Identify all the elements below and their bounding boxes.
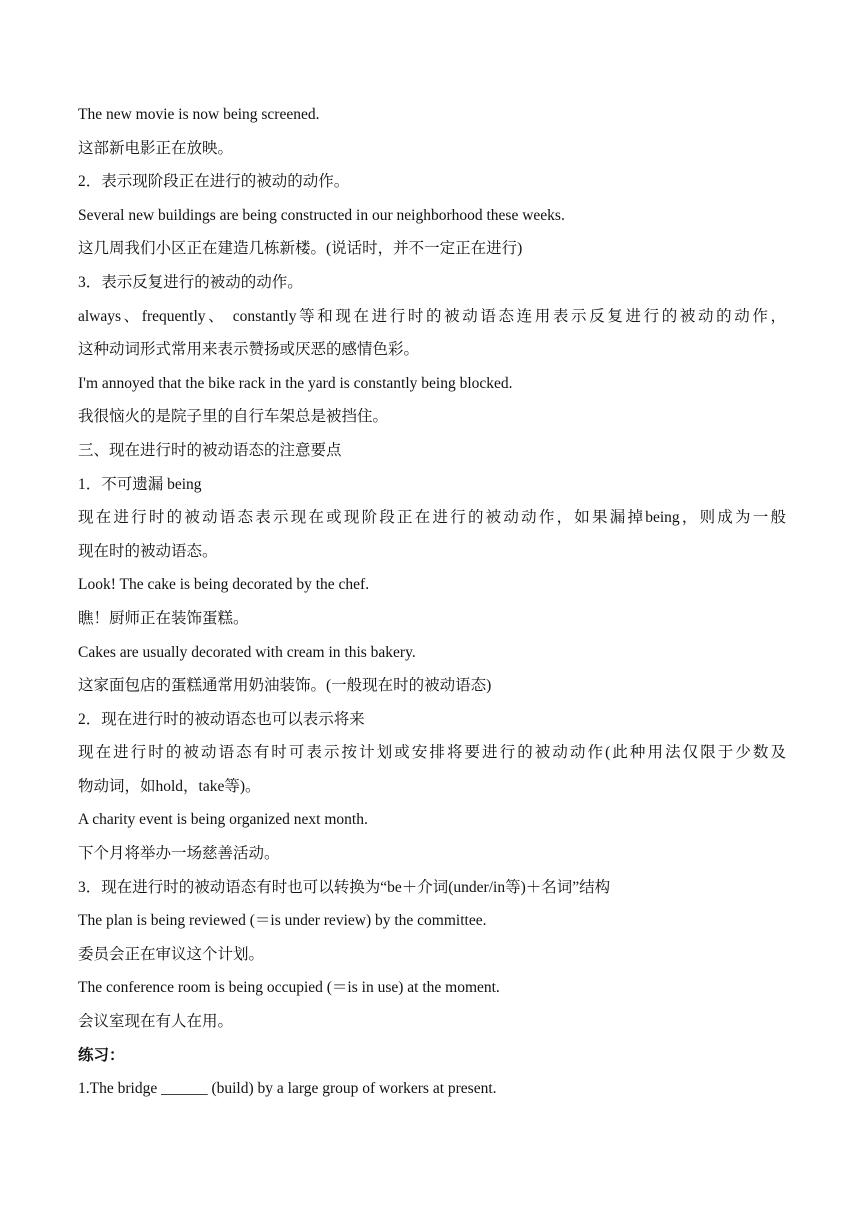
rule-heading: 2．表示现阶段正在进行的被动的动作。 [78,173,350,191]
exercise-question: 1.The bridge ______ (build) by a large group of workers at present. [78,1080,497,1098]
exercise-heading: 练习： [78,1046,125,1064]
example-sentence-en: Look! The cake is being decorated by the chef. [78,576,370,594]
section-heading: 三、现在进行时的被动语态的注意要点 [78,441,342,459]
example-sentence-en: Several new buildings are being constructed in our neighborhood these weeks. [78,206,565,224]
example-sentence-zh: 瞧！厨师正在装饰蛋糕。 [78,609,249,627]
example-sentence-en: The plan is being reviewed (＝is under review) by the committee. [78,912,487,930]
rule-heading: 1．不可遗漏 being [78,475,202,493]
explanation-text: always、frequently、 constantly等和现在进行时的被动语态连用表示反复进行的被动的动作， [78,307,786,325]
example-sentence-zh: 下个月将举办一场慈善活动。 [78,845,280,863]
rule-heading: 2．现在进行时的被动语态也可以表示将来 [78,710,365,728]
example-sentence-zh: 这几周我们小区正在建造几栋新楼。(说话时，并不一定正在进行) [78,240,523,258]
rule-heading: 3．表示反复进行的被动的动作。 [78,273,303,291]
example-sentence-en: Cakes are usually decorated with cream in this bakery. [78,643,416,661]
example-sentence-zh: 会议室现在有人在用。 [78,1013,234,1031]
example-sentence-zh: 我很恼火的是院子里的自行车架总是被挡住。 [78,408,389,426]
explanation-text: 这种动词形式常用来表示赞扬或厌恶的感情色彩。 [78,341,420,359]
example-sentence-en: I'm annoyed that the bike rack in the yard is constantly being blocked. [78,374,513,392]
document-body [78,102,786,1110]
explanation-text: 物动词，如hold，take等)。 [78,777,261,795]
example-sentence-en: A charity event is being organized next month. [78,811,368,829]
explanation-text: 现在时的被动语态。 [78,542,218,560]
rule-heading: 3．现在进行时的被动语态有时也可以转换为“be＋介词(under/in等)＋名词”结构 [78,878,611,896]
example-sentence-en: The conference room is being occupied (＝is in use) at the moment. [78,979,500,997]
example-sentence-en: The new movie is now being screened. [78,106,320,123]
example-sentence-zh: 委员会正在审议这个计划。 [78,945,265,963]
explanation-text: 现在进行时的被动语态有时可表示按计划或安排将要进行的被动动作(此种用法仅限于少数及 [78,744,786,762]
example-sentence-zh: 这部新电影正在放映。 [78,139,234,157]
example-sentence-zh: 这家面包店的蛋糕通常用奶油装饰。(一般现在时的被动语态) [78,677,492,695]
explanation-text: 现在进行时的被动语态表示现在或现阶段正在进行的被动动作，如果漏掉being，则成为一般 [78,509,786,527]
